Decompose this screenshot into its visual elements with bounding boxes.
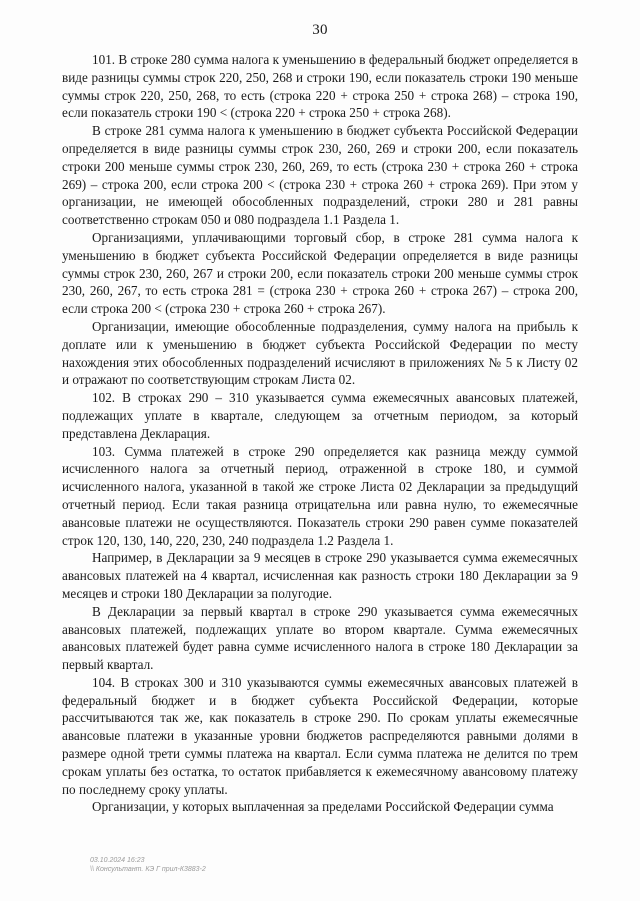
paragraph-separate-divisions: Организации, имеющие обособленные подразделения, сумму налога на прибыль к доплате или к уменьшению в бюджет субъекта Российской Федерации по месту нахождения этих обособленных подразделений исчисляют в приложениях № 5 к Листу 02 и отражают по соответствующим строкам Листа 02. xyxy=(62,318,578,388)
paragraph-trade-fee: Организациями, уплачивающими торговый сбор, в строке 281 сумма налога к уменьшению в бюджет субъекта Российской Федерации определяется в виде разницы суммы строк 230, 260, 267 и строки 200, если показатель строки 200 меньше суммы строк 230, 260, 267, то есть строка 281 = (строка 230 + строка 260 + строка 267) – строка 200, если строка 200 < (строка 230 + строка 260 + строка 267). xyxy=(62,229,578,317)
page-number: 30 xyxy=(312,22,328,38)
paragraph-104: 104. В строках 300 и 310 указываются суммы ежемесячных авансовых платежей в федеральный бюджет и в бюджет субъекта Российской Федерации, которые рассчитываются так же, как показатель в строке 290. По срокам уплаты ежемесячные авансовые платежи в указанные уровни бюджетов распределяются равными долями в размере одной трети суммы платежа на квартал. Если сумма платежа не делится по трем срокам уплаты без остатка, то остаток прибавляется к ежемесячному авансовому платежу по последнему сроку уплаты. xyxy=(62,674,578,797)
paragraph-101: 101. В строке 280 сумма налога к уменьшению в федеральный бюджет определяется в виде разницы суммы строк 220, 250, 268 и строки 190, если показатель строки 190 меньше суммы строк 220, 250, 268, то есть (строка 220 + строка 250 + строка 268) – строка 190, если показатель строки 190 < (строка 220 + строка 250 + строка 268). xyxy=(62,52,578,121)
paragraph-line-281: В строке 281 сумма налога к уменьшению в бюджет субъекта Российской Федерации определяется в виде разницы суммы строк 230, 260, 269 и строки 200, если показатель строки 200 меньше суммы строк 230, 260, 269, то есть (строка 230 + строка 260 + строка 269) – строка 200, если строка 200 < (строка 230 + строка 260 + строка 269). При этом у организации, не имеющей обособленных подразделений, строки 280 и 281 равны соответственно строкам 050 и 080 подраздела 1.1 Раздела 1. xyxy=(62,123,578,228)
paragraph-first-quarter: В Декларации за первый квартал в строке 290 указывается сумма ежемесячных авансовых платежей, подлежащих уплате во втором квартале. Сумма ежемесячных авансовых платежей будет равна сумме исчисленного налога в строке 180 Декларации за первый квартал. xyxy=(62,603,578,673)
paragraph-example-9-months: Например, в Декларации за 9 месяцев в строке 290 указывается сумма ежемесячных авансовых платежей на 4 квартал, исчисленная как разность строки 180 Декларации за 9 месяцев и строки 180 Декларации за полугодие. xyxy=(62,550,578,601)
document-body xyxy=(62,51,578,816)
footer-source: \\ Консультант. КЭ Г прил-К3883-2 xyxy=(90,866,206,873)
document-footer xyxy=(90,856,206,874)
paragraph-103: 103. Сумма платежей в строке 290 определяется как разница между суммой исчисленного налога за отчетный период, отраженной в строке 180, и суммой исчисленного налога, указанной в такой же строке Листа 02 Декларации за предыдущий отчетный период. Если такая разница отрицательна или равна нулю, то ежемесячные авансовые платежи не осуществляются. Показатель строки 290 равен сумме показателей строк 120, 130, 140, 220, 230, 240 подраздела 1.2 Раздела 1. xyxy=(62,443,578,548)
paragraph-foreign-organizations: Организации, у которых выплаченная за пределами Российской Федерации сумма xyxy=(92,799,554,815)
footer-timestamp: 03.10.2024 16:23 xyxy=(90,857,145,864)
paragraph-102: 102. В строках 290 – 310 указывается сумма ежемесячных авансовых платежей, подлежащих уплате в квартале, следующем за отчетным периодом, за который представлена Декларация. xyxy=(62,390,578,441)
